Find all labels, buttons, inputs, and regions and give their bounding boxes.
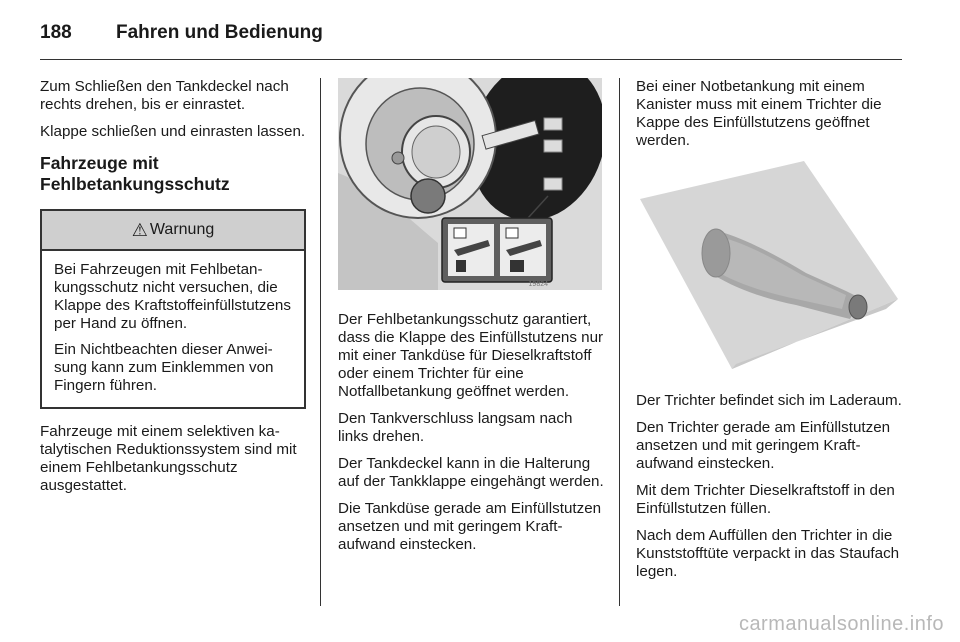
chapter-title: Fahren und Bedienung (116, 22, 323, 43)
warning-text: Bei Fahrzeugen mit Fehlbetankungsschutz nicht versuchen, die Klappe des Kraftstoffeinfüllstutzens per Hand zu öffnen. (54, 261, 291, 332)
watermark: carmanualsonline.info (738, 613, 944, 635)
paragraph: Nach dem Auffüllen den Trichter in die Kunststofftüte verpackt in das Staufach legen. (636, 527, 900, 580)
paragraph: Die Tankdüse gerade am Einfüllstutzen ansetzen und mit geringem Kraftaufwand einstecken. (338, 500, 602, 553)
paragraph: Der Trichter befindet sich im Laderaum. (636, 392, 902, 409)
paragraph: Klappe schließen und einrasten lassen. (40, 123, 306, 140)
column-left (40, 78, 306, 504)
paragraph: Den Trichter gerade am Einfüllstutzen ansetzen und mit geringem Kraftaufwand einstecken. (636, 419, 891, 472)
paragraph: Zum Schließen den Tankdeckel nach rechts drehen, bis er einrastet. (40, 78, 289, 113)
warning-text: Ein Nichtbeachten dieser Anweisung kann zum Einklemmen von Fingern führen. (54, 341, 274, 394)
column-divider-2 (619, 78, 620, 606)
paragraph: Fahrzeuge mit einem selektiven katalytischen Reduktionssystem sind mit einem Fehlbetankungsschutz ausgestattet. (40, 423, 297, 494)
page-number: 188 (40, 22, 72, 43)
warning-box (40, 209, 306, 409)
warning-triangle-icon: ⚠ (131, 220, 148, 240)
paragraph: Mit dem Trichter Dieselkraftstoff in den Einfüllstutzen füllen. (636, 482, 895, 517)
column-divider-1 (320, 78, 321, 606)
column-middle (338, 78, 604, 563)
warning-header (42, 211, 304, 251)
figure-code: 19824 (528, 281, 548, 288)
fuel-filler-illustration (338, 78, 602, 290)
paragraph: Der Tankdeckel kann in die Halterung auf der Tankklappe eingehängt werden. (338, 455, 604, 490)
section-heading: Fahrzeuge mit Fehlbetankungsschutz (40, 153, 230, 194)
header-rule (40, 59, 902, 60)
warning-body (42, 251, 304, 407)
paragraph: Den Tankverschluss langsam nach links drehen. (338, 410, 573, 445)
paragraph: Der Fehlbetankungsschutz garantiert, dass die Klappe des Einfüllstutzens nur mit einer Tankdüse für Dieselkraftstoff oder einem Trichter für eine Notfallbetankung geöffnet werden. (338, 311, 604, 400)
column-right (636, 78, 902, 590)
paragraph: Bei einer Notbetankung mit einem Kanister muss mit einem Trichter die Kappe des Einfüllstutzens geöffnet werden. (636, 78, 882, 149)
page-header (40, 14, 902, 56)
warning-title: Warnung (149, 221, 215, 238)
funnel-illustration (636, 159, 900, 371)
